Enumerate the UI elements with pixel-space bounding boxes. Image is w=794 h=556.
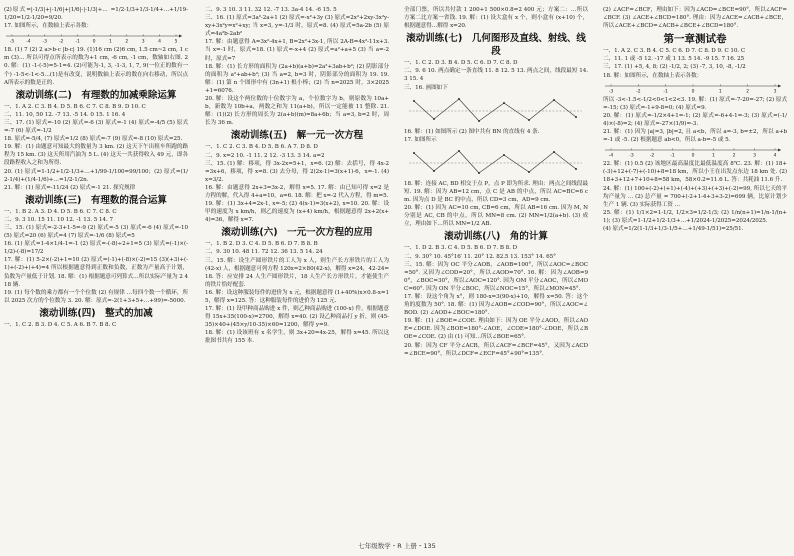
- number-line-figure: [603, 145, 783, 159]
- answer-paragraph: 一、1. D 2. B 3. C 4. D 5. B 6. D 7. B 8. D: [404, 245, 518, 252]
- svg-text:-3: -3: [608, 89, 614, 95]
- answer-paragraph: 三、15. 解：设生产圆形铁片的工人为 x 人，则生产长方形铁片的工人为 (42-x) 人，根据题意可列方程 120x=2×80(42-x)，解得 x=24，42-24=18. 答：应安排 24 人生产圆形铁片，18 人生产长方形铁片，才能使生产的铁片恰好配套.: [205, 257, 389, 288]
- answer-paragraph: 19. 解：(1) 3x+4=2x-1, x=-5; (2) 4(x-1)=3(x+2), x=10. 20. 解：设甲的速度为 x km/h，则乙的速度为 (x+4) km/h，根据题意得 2x+2(x+4)=36，解得 x=7.: [205, 201, 389, 224]
- svg-text:5: 5: [174, 39, 178, 45]
- svg-text:0: 0: [92, 39, 96, 45]
- svg-text:-2: -2: [58, 39, 64, 45]
- answer-paragraph: 二、9. x=2 10. -1 11. 2 12. -3 13. 3 14. a=2: [205, 152, 325, 159]
- answer-paragraph: 三、17. (1) +5, 4, 8; (2) -1/2, 2; (3) -7, 3, 10, -8, -1/2: [603, 64, 746, 71]
- answer-paragraph: 18. 解：(1) 长方形的面积为 (2a+b)(a+b)=2a²+3ab+b²; (2) 阴影部分的面积为 a²+ab+b²; (3) 当 a=2, b=3 时，阴影部分的面积为 19. 19. 解：(1) 第 n 个图形中有 (3n+1) 根小棒；(2) 当 n=2025 时，3×2025+1=6076.: [205, 63, 389, 94]
- answer-paragraph: 20. 解：(1) 原式=-1/2×4+1=-1; (2) 原式=-6+4-1=-3; (3) 原式=(-1/4)×(-8)=2; (4) 原式=-27×(1/9)=-3.: [603, 112, 787, 127]
- svg-text:1: 1: [718, 89, 722, 95]
- svg-text:4: 4: [158, 39, 162, 45]
- answer-paragraph: 一、1. B 2. D 3. C 4. D 5. B 6. D 7. B 8. B: [205, 241, 318, 248]
- answer-paragraph: 17. 解：由题意得 A=3x²-4x+1, B=2x²+3x-1, 所以 2A-B=4x²-11x+3. 当 x=-1 时，原式=18. (1) 原式=-x+4 (2) 原式=a²+a+5 (3) 当 a=-2 时，原式=7: [205, 39, 389, 62]
- section-heading: 滚动训练(八) 角的计算: [444, 231, 548, 243]
- answer-paragraph: 三、16. (1) 原式=3a²-2a+1 (2) 原式=-x²+3y (3) 原式=2x²+2xy-3x²y-xy+3x²y=x²+xy; 当 x=3, y=-1/3 时，原式=8. (4) 原式=5a-2b (5) 原式=4a²b-2ab²: [205, 15, 389, 38]
- svg-text:2: 2: [732, 153, 736, 159]
- answer-paragraph: 17. 解：(1) 5-2×(-2)+1=10 (2) 原式=(-1)+(-8)×(-2)=15 (3)(+3)+(-1)+(-2)+(+4)=4 所以根据题意得到正数和负数，正数为产量高于计划，负数为产量低于计划. 18. 解：(1) 根据题意可列算式…所以实际产量为 2 418 辆.: [4, 257, 188, 288]
- answer-paragraph: 16. (1) 原式=1-4×1/4-1=-1 (2) 原式=-(-8)÷2+1=5 (3) 原式=(-1)×(-1/2)-(-8)=17/2: [4, 241, 188, 256]
- answer-paragraph: 20. 解：(1) 因为 AC=10 cm, CB=6 cm，所以 AB=16 cm. 因为 M, N 分别是 AC, CB 的中点，所以 MN=8 cm. (2) MN=1/2(a+b). (3) 成立，理由如下…所以 MN=1/2 AB.: [404, 205, 588, 228]
- answer-paragraph: 一、1. A 2. C 3. B 4. C 5. C 6. D 7. C 8. D 9. C 10. C: [603, 48, 746, 55]
- answer-paragraph: 21. 解：(1) 原式=-11/24 (2) 原式=-1 21. 探究规律: [4, 184, 136, 191]
- answer-paragraph: 三、15. 解：因为 OC 平分∠AOB，∠AOB=100°，所以∠AOC=∠BOC=50°. 又因为∠COD=20°，所以∠AOD=70°. 16. 解：因为∠AOB=90°，∠BOC=30°，所以∠AOC=120°. 因为 OM 平分∠AOC，所以∠MOC=60°. 因为 ON 平分∠BOC，所以∠NOC=15°，所以∠MON=45°.: [404, 261, 588, 292]
- column-4: [603, 6, 787, 538]
- answer-paragraph: 三、15. (1) 解：移项，得 3x-2x=5+1，x=6. (2) 解：去括号，得 4x-2=3x+6，移项，得 x=8. (3) 去分母，得 2(2x-1)=3(x+1)-6，x=-1. (4) x=3/2.: [205, 160, 389, 183]
- svg-text:-4: -4: [26, 39, 31, 45]
- column-2: [205, 6, 389, 538]
- answer-paragraph: 三、15. (1) 原式=-2-3+1-5=-9 (2) 原式=-5 (3) 原式=-6 (4) 原式=-10 (5) 原式=20 (6) 原式=4 (7) 原式=-1/6 (8) 原式=5: [4, 224, 188, 240]
- answer-paragraph: 二、9. 30° 10. 45°16′ 11. 20° 12. 82.5 13. 153° 14. 65°: [404, 253, 556, 260]
- svg-text:3: 3: [141, 39, 145, 45]
- column-1: [4, 6, 188, 538]
- answer-paragraph: 三、17. (1) 原式=-10 (2) 原式=-6 (3) 原式=-1 (4) 原式=-4/5 (5) 原式=-7 (6) 原式=-1/2: [4, 119, 188, 135]
- answer-paragraph: 一、1. C 2. D 3. B 4. D 5. C 6. D 7. C 8. D: [404, 60, 518, 67]
- svg-text:1: 1: [712, 153, 715, 159]
- svg-text:-3: -3: [42, 39, 48, 45]
- answer-paragraph: 二、9. 3 10. 15 11. 10 12. -1 13. 5 14. 7: [4, 216, 113, 223]
- answer-paragraph: 20. 解：设这个两位数的十位数字为 a，个位数字为 b，则原数为 10a+b，新数为 10b+a，两数之和为 11(a+b)，所以一定能被 11 整除. 21. 解：(1)(2) 长方形的周长为 2(a+b)(m)=8a+6b；当 a=3, b=2 时，周长为 36 m.: [205, 96, 389, 127]
- answer-paragraph: 一、1. B 2. A 3. D 4. D 5. B 6. C 7. C 8. C: [4, 208, 117, 215]
- answer-paragraph: 一、1. C 2. C 3. B 4. D 5. B 6. A 7. D 8. D: [205, 144, 318, 151]
- answer-paragraph: (2)原式=|-1/3|+|-1/6|+|1/6|-|-1/3|+… =1/2-1/3+1/3-1/4+…+1/19-1/20=1/2-1/20=9/20.: [4, 7, 188, 22]
- svg-text:-3: -3: [629, 153, 634, 159]
- geometry-figure: [404, 145, 584, 179]
- svg-text:-5: -5: [9, 39, 15, 45]
- section-heading: 滚动训练(五) 解一元一次方程: [230, 130, 364, 142]
- answer-paragraph: 18. 原式=-5/4, (7) 原式=1/2 (8) 原式=-7 (9) 原式=-8 (10) 原式=25.: [4, 136, 183, 143]
- section-heading: 滚动训练(三) 有理数的混合运算: [25, 194, 167, 206]
- svg-text:2: 2: [746, 89, 750, 95]
- svg-text:-1: -1: [670, 153, 675, 159]
- answer-paragraph: 16. 解：由题意得 2x+3=3x-2，解得 x=5. 17. 解：由已知可得 x=2 是方程的解，代入得 4+a=10，a=6. 18. 解：把 x=-2 代入方程，得 m=5.: [205, 184, 389, 199]
- answer-paragraph: 17. 解：(1) 设甲种商品购进 x 件，则乙种商品购进 (100-x) 件，根据题意得 15x+35(100-x)=2700，解得 x=40. (2) 设乙种商品打 y 折，则 (45-35)×40+(45×y/10-35)×60=1200，解得 y=9.: [205, 306, 389, 329]
- answer-paragraph: 二、9. 6 10. 两点确定一条直线 11. 8 12. 5 13. 两点之间，线段最短 14. 3 15. 4: [404, 68, 588, 83]
- answer-paragraph: 全部门票，所以共付款 1 200+1 500×0.8=2 400 元；方案二：…所以方案二比方案一省钱. 19. 解：(1) 设大盒有 x 个，则小盒有 (x+10) 个，根据题意得…解得 x=20.: [404, 7, 588, 30]
- section-heading: 滚动训练(七) 几何图形及直线、射线、线段: [406, 33, 586, 58]
- svg-text:-4: -4: [608, 153, 614, 159]
- svg-text:3: 3: [773, 89, 777, 95]
- figure-caption: 17. 如图所示: [404, 136, 437, 143]
- section-heading: 滚动训练(六) 一元一次方程的应用: [221, 227, 373, 239]
- svg-text:4: 4: [773, 153, 777, 159]
- svg-text:-1: -1: [75, 39, 80, 45]
- svg-text:-1: -1: [663, 89, 668, 95]
- section-heading: 第一章测试卷: [663, 33, 727, 46]
- svg-text:-2: -2: [649, 153, 655, 159]
- answer-paragraph: 20. (1) 原式=1-1/2+1/2-1/3+…+1/99-1/100=99/100；(2) 原式=(1/2-1/4)+(1/4-1/6)+…=1/2-1/2n.: [4, 168, 188, 183]
- answer-paragraph: 二、11. 1 或 -5 12. -17 或 1 13. 5 14. -9 15. 7 16. 25: [603, 56, 745, 63]
- answer-paragraph: 一、1. C 2. B 3. D 4. C 5. A 6. B 7. B 8. C: [4, 321, 117, 328]
- answer-paragraph: 18. 解：连接 AC, BD 相交于点 P，点 P 即为所求. 理由：两点之间线段最短. 19. 解：因为 AB=12 cm，点 C 是 AB 的中点，所以 AC=BC=6 cm. 因为点 D 是 BC 的中点，所以 CD=3 cm，AD=9 cm.: [404, 180, 588, 204]
- geometry-figure-block: [404, 84, 588, 127]
- answer-paragraph: 18. (1) 7 (2) 2 a>b-c |b-c| 19. (1)16 cm (2)6 cm, 1.5 cm~2 cm, 1 cm (3)… 所以可得点所表示的数为+1 cm, -6 cm, -1 cm，数轴如右图. 20. 解：(1) -1-(-5)=5-1=4. (2)可能为-1, 3, -1-3, 1, 7, 9(一位正的数有一个) -1-5<-1<-5…(1)是有改变，说明数轴上表示的数在向右移动，所以点A所表示的数是正的.: [4, 47, 188, 86]
- answer-paragraph: 二、9. 3 10. 3 11. 32 12. -7 13. 3a-4 14. -6 15. 5: [205, 7, 337, 13]
- answer-paragraph: 17. 解：设这个角为 x°，则 180-x=3(90-x)+10，解得 x=50. 答：这个角的度数为 50°. 18. 解：(1) 因为∠AOB=∠COD=90°，所以∠AOC=∠BOD. (2) ∠AOD+∠BOC=180°.: [404, 293, 588, 317]
- answer-paragraph: 所以 -3<-1.5<-1/2<0<1<2<3. 19. 解：(1) 原式=-7-20=-27; (2) 原式=-15; (3) 原式=-1+9-8=0; (4) 原式=9.: [603, 96, 787, 111]
- figure-caption: 三、16. 画图如下: [404, 84, 448, 91]
- answer-paragraph: 二、9. 30 10. 48 11. 72 12. 36 13. 5 14. 24: [205, 249, 323, 256]
- svg-text:0: 0: [691, 153, 695, 159]
- section-heading: 滚动训练(四) 整式的加减: [39, 307, 153, 319]
- page-footer: 七年级数学・R 上册・135: [358, 542, 436, 550]
- answer-paragraph: 19. (1) 每个数的乘方都有一个个位数 (2) 有规律 …每四个数一个循环，所以 2025 次方的个位数为 3. 20. 解：原式=-2(1+3+5+…+99)=-5000.: [4, 289, 188, 304]
- column-3: [404, 6, 588, 538]
- number-line-figure: [4, 31, 184, 45]
- section-heading: 滚动训练(二) 有理数的加减乘除运算: [15, 89, 177, 101]
- geometry-figure: [404, 93, 584, 127]
- answer-paragraph: 19. 解：(1) 由题意可知最大的数量为 3 km. (2) 这天下午出租车所跑的路程为 15 km. (3) 这天所用汽油为 5 L. (4) 这天一共获得收入 49 元，即各段路程收入之和为所得.: [4, 144, 188, 167]
- answer-paragraph: 16. 解：设这种服装每件的进价为 x 元，根据题意得 (1+40%)x×0.8-x=15，解得 x=125. 答：这种服装每件的进价为 125 元.: [205, 289, 389, 304]
- answer-paragraph: 20. 解：因为 CF 平分∠ACB，所以∠ACF=∠BCF=45°，又因为∠ACD=∠BCE=90°，所以∠DCF=∠ECF=45°+90°=135°.: [404, 342, 588, 357]
- number-line-figure: [603, 81, 783, 95]
- answer-paragraph: 24. 解：(1) 100+(-2)+(+1)+(-4)+(+3)+(+3)+(-2)=99, 所以七天的平均产量为 … (2) 总产量 = 700+(-2+1-4+3+3-2)=699 辆，比原计划少生产 1 辆. (3) 实际获得工资 …: [603, 185, 787, 208]
- answer-paragraph: (2) ∠ACF=∠BCF，理由如下：因为∠ACD=∠BCE=90°，所以∠ACF=∠BCF. (3) ∠ACE+∠BCD=180°. 理由：因为∠ACE=∠ACB+∠BCE，所以∠ACE+∠BCD=∠ACB+∠BCE+∠BCD=180°.: [603, 7, 787, 30]
- svg-text:0: 0: [691, 89, 695, 95]
- answer-paragraph: 一、1. A 2. C 3. B 4. D 5. B 6. C 7. C 8. B 9. D 10. C: [4, 103, 146, 110]
- svg-text:3: 3: [753, 153, 756, 159]
- answer-paragraph: 16. 解：(1) 如图所示 (2) 图中共有 BN 的直线有 4 条.: [404, 128, 540, 135]
- answer-paragraph: 17. 如图所示，在数轴上表示各数：: [4, 23, 93, 30]
- answer-paragraph: 22. 解：(1) 0.5 (2) 该地区最高温度比最低温度高 8℃. 23. 解：(1) 18+(-3)+12+(-7)+(-10)+8=18 km，所以小王在出发点东边 18 km 处. (2) 18+3+12+7+10+8=58 km，58×0.2=11.6 L. 答：共耗油 11.6 升.: [603, 161, 787, 184]
- answer-paragraph: 二、11. 10, 50 12. -7 13. -5 14. 0 15. 1 16. 4: [4, 111, 126, 118]
- svg-text:2: 2: [125, 39, 129, 45]
- answer-paragraph: 25. 解：(1) 1/1×2=1-1/2, 1/2×3=1/2-1/3; (2) 1/n(n+1)=1/n-1/(n+1); (3) 原式=1-1/2+1/2-1/3+…+1/2024-1/2025=2024/2025.: [603, 209, 787, 224]
- answer-paragraph: 18. 解：如图所示，在数轴上表示各数：: [603, 72, 703, 79]
- svg-text:1: 1: [108, 39, 112, 45]
- svg-text:-2: -2: [636, 89, 641, 95]
- answer-paragraph: 18. 解：(1) 设该班有 x 名学生，则 3x+20=4x-25，解得 x=45. 所以这批图书共有 155 本.: [205, 330, 389, 345]
- geometry-figure-block: [404, 136, 588, 179]
- answer-paragraph: 21. 解：(1) 因为 |a|=3, |b|=2, 且 a<b，所以 a=-3, b=±2，所以 a+b=-1 或 -5. (2) 根据题意 ab<0，所以 a-b=-5 或 5.: [603, 129, 787, 144]
- answer-paragraph: (4) 原式=1/2(1-1/3+1/3-1/5+…+1/49-1/51)=25/51.: [603, 225, 744, 232]
- answer-paragraph: 19. 解：(1) ∠BOE=∠COE. 理由如下：因为 OE 平分∠AOD，所以∠AOE=∠DOE. 因为∠BOE=180°-∠AOE，∠COE=180°-∠DOE，所以∠BOE=∠COE. (2) 由 (1) 可知…所以∠BOE=65°.: [404, 318, 588, 341]
